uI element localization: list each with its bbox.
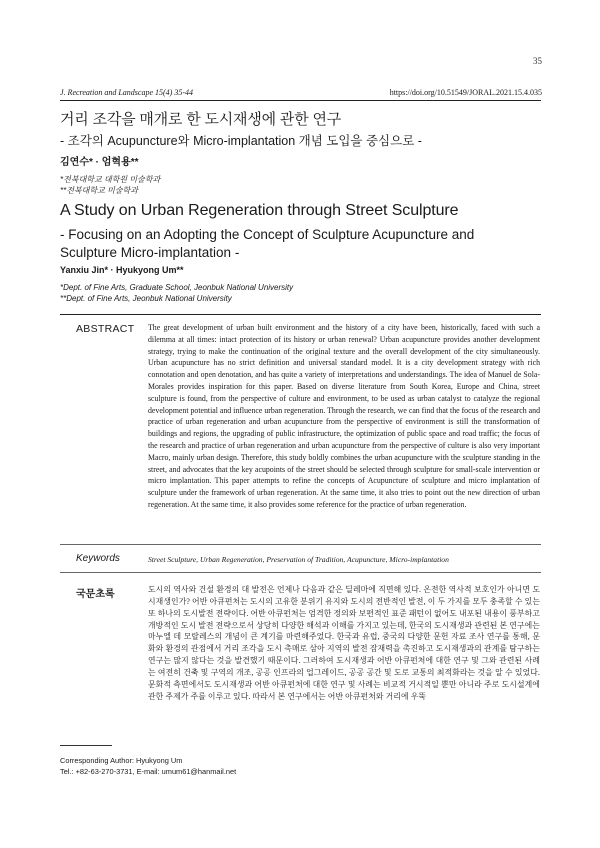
abstract-label: ABSTRACT bbox=[76, 323, 135, 335]
english-subtitle: - Focusing on an Adopting the Concept of Sculpture Acupuncture and Sculpture Micro-implantation - bbox=[60, 227, 475, 260]
page-number: 35 bbox=[533, 56, 542, 66]
korean-authors: 김연수* · 엄혁용** bbox=[60, 157, 139, 168]
header-divider bbox=[60, 100, 541, 101]
english-title: A Study on Urban Regeneration through Street Sculpture bbox=[60, 202, 459, 219]
korean-abstract-divider bbox=[60, 572, 541, 573]
keywords-label: Keywords bbox=[76, 553, 120, 564]
english-affiliation-2: **Dept. of Fine Arts, Jeonbuk National University bbox=[60, 294, 232, 303]
korean-abstract-text: 도시의 역사와 건설 환경의 대 발전은 언제나 다음과 같은 딜레마에 직면해 있다. 온전한 역사적 보호인가 아니면 도시재생인가? 어반 아큐펀처는 도시의 고유한 분위기 유지와 도시의 전반적인 발전, 이 두 가지를 모두 충족할 수 있는 또 하나의 도시발전 전략이다. 어반 아큐펀처는 엄격한 정의와 보편적인 표준 패턴이 없어도 내포된 내용이 풍부하고 개방적인 도시 발전 전략으로서 상당히 다양한 해석과 이해를 가지고 있는데, 한국의 도시재생과 관련된 본 연구에는 마누엘 데 모랄레스의 개념이 큰 계기를 마련해주었다. 한국과 유럽, 중국의 다양한 문헌 자료 조사 연구를 통해, 문화와 환경의 관점에서 거리 조각을 도시 촉매로 삼아 지역의 발전 잠재력을 촉진하고 도시재생과의 관계를 탐구하는 연구는 많지 않다는 것을 발견했기 때문이다. 그러하여 도시재생과 어반 아큐펀처에 대한 연구 및 그와 관련된 사례는 여전히 건축 및 구역의 개조, 공공 인프라의 업그레이드, 공공 공간 및 도로 교통의 최적화라는 것을 알 수 있었다. 문화적 측면에서도 도시재생과 어반 아큐펀처에 대한 연구 및 사례는 비교적 거시적일 뿐만 아니라 주로 도시설계에 관한 주제가 주를 이루고 있다. 따라서 본 연구에서는 어반 아큐펀처와 거리에 우뚝 bbox=[148, 585, 540, 701]
author-contact: Tel.: +82-63-270-3731, E-mail: umum61@hanmail.net bbox=[60, 767, 237, 776]
journal-citation: J. Recreation and Landscape 15(4) 35-44 bbox=[60, 88, 194, 97]
korean-title: 거리 조각을 매개로 한 도시재생에 관한 연구 bbox=[60, 111, 342, 128]
corresponding-author: Corresponding Author: Hyukyong Um bbox=[60, 756, 183, 765]
doi-link[interactable]: https://doi.org/10.51549/JORAL.2021.15.4.035 bbox=[389, 88, 542, 97]
keywords-divider bbox=[60, 544, 541, 545]
abstract-divider bbox=[60, 314, 541, 315]
english-affiliation-1: *Dept. of Fine Arts, Graduate School, Jeonbuk National University bbox=[60, 283, 294, 292]
korean-abstract-label: 국문초록 bbox=[76, 589, 115, 600]
korean-affiliation-2: **전북대학교 미술학과 bbox=[60, 186, 139, 195]
korean-subtitle: - 조각의 Acupuncture와 Micro-implantation 개념 도입을 중심으로 - bbox=[60, 134, 422, 148]
abstract-text: The great development of urban built environment and the history of a city have been, historically, faced with such a dilemma at all times: intact protection of its history or urban renewal? Urban acupuncture provides another development strategy, trying to make the continuation of the original texture and the overall development of the city simultaneously. Urban acupuncture has no strict definition and universal standard model. It is a city development strategy with rich connotation and open denotation, and has quite a variety of interpretations and understandings. The idea of Manuel de Sola-Morales provides inspiration for this paper. Based on diverse literature from South Korea, Europe and China, street sculpture is found, from the perspective of culture and environment, to be used as urban catalyst to catalyze the regional development potential and influence urban regeneration. Through the research, we can find that the focus of the research and practice of urban regeneration and urban acupuncture from the perspective of environment is still the transformation of buildings and regions, the upgrading of public infrastructure, the optimization of public space and road traffic; the focus of the research and practice of urban regeneration and urban acupuncture from the perspective of culture is also very important Macro, mainly urban design. Therefore, this study boldly combines the urban acupuncture with the sculpture standing in the street, and advocates that the key acupoints of the street should be selected through sculpture for small-scale intervention or micro implantation. This paper attempts to refine the concepts of Acupuncture of sculpture and micro implantation of sculpture under the framework of urban regeneration. At the same time, it also tries to point out the new direction of urban regeneration. At the same time, it also provides some reference for the practice of urban regeneration. bbox=[148, 323, 540, 509]
keywords-text: Street Sculpture, Urban Regeneration, Preservation of Tradition, Acupuncture, Micro-implantation bbox=[148, 555, 449, 564]
english-authors: Yanxiu Jin* · Hyukyong Um** bbox=[60, 265, 184, 275]
footnote-divider bbox=[60, 745, 112, 746]
korean-affiliation-1: *전북대학교 대학원 미술학과 bbox=[60, 175, 161, 184]
